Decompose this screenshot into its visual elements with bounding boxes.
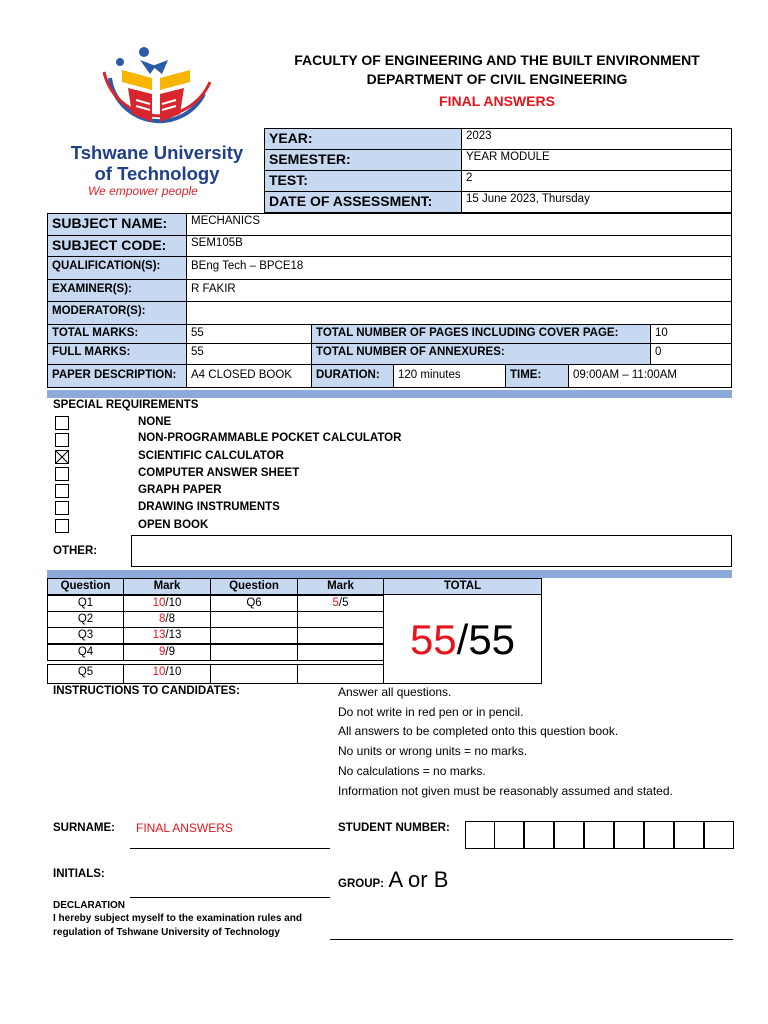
req-non-programmable-calculator: NON-PROGRAMMABLE POCKET CALCULATOR xyxy=(138,432,402,444)
qualification-label: QUALIFICATION(S): xyxy=(47,256,187,280)
annexures-value: 0 xyxy=(650,343,732,365)
group-field xyxy=(338,867,448,893)
instruction-2: Do not write in red pen or in pencil. xyxy=(338,705,524,719)
declaration-title: DECLARATION xyxy=(53,900,126,911)
test-label: TEST: xyxy=(264,170,462,192)
full-marks-value: 55 xyxy=(186,343,312,365)
checkbox-scientific-calculator[interactable] xyxy=(55,450,69,464)
moderator-value xyxy=(186,301,732,325)
other-label: OTHER: xyxy=(53,545,98,557)
section-divider-2 xyxy=(47,570,732,578)
test-value: 2 xyxy=(461,170,732,192)
student-number-box[interactable] xyxy=(494,821,524,849)
student-number-box[interactable] xyxy=(674,821,704,849)
university-logo xyxy=(92,42,222,142)
date-value: 15 June 2023, Thursday xyxy=(461,191,732,213)
moderator-label: MODERATOR(S): xyxy=(47,301,187,325)
other-field[interactable] xyxy=(131,535,732,567)
paper-description-value: A4 CLOSED BOOK xyxy=(186,364,312,388)
req-computer-answer-sheet: COMPUTER ANSWER SHEET xyxy=(138,467,300,479)
paper-description-label: PAPER DESCRIPTION: xyxy=(47,364,187,388)
semester-value: YEAR MODULE xyxy=(461,149,732,171)
signature-line[interactable] xyxy=(330,939,733,940)
table-row-q5-mark: 10/10 xyxy=(123,664,211,684)
table-row-q5-question: Q5 xyxy=(47,664,124,684)
checkbox-open-book[interactable] xyxy=(55,519,69,533)
instruction-3: All answers to be completed onto this question book. xyxy=(338,724,619,738)
table-row-empty xyxy=(210,611,298,628)
student-number-box[interactable] xyxy=(524,821,554,849)
examiner-value: R FAKIR xyxy=(186,279,732,302)
duration-label: DURATION: xyxy=(311,364,394,388)
checked-cross-icon xyxy=(56,451,68,463)
table-row-empty xyxy=(297,611,384,628)
initials-line[interactable] xyxy=(130,897,330,898)
col-mark-1: Mark xyxy=(123,578,211,595)
instruction-5: No calculations = no marks. xyxy=(338,764,486,778)
initials-label: INITIALS: xyxy=(53,868,105,880)
subject-name-value: MECHANICS xyxy=(186,213,732,236)
total-marks-value: 55 xyxy=(186,324,312,344)
surname-label: SURNAME: xyxy=(53,822,115,834)
faculty-title: FACULTY OF ENGINEERING AND THE BUILT ENVIRONMENT xyxy=(294,52,700,68)
checkbox-graph-paper[interactable] xyxy=(55,484,69,498)
final-answers-title: FINAL ANSWERS xyxy=(439,93,555,109)
instruction-6: Information not given must be reasonably assumed and stated. xyxy=(338,784,673,798)
university-name-line2: of Technology xyxy=(94,163,220,184)
university-name-line1: Tshwane University xyxy=(70,142,244,163)
group-value: A or B xyxy=(388,867,449,892)
total-marks-label: TOTAL MARKS: xyxy=(47,324,187,344)
section-divider xyxy=(47,390,732,398)
table-row-empty xyxy=(297,627,384,644)
duration-value: 120 minutes xyxy=(393,364,506,388)
time-label: TIME: xyxy=(505,364,569,388)
university-tagline: We empower people xyxy=(88,184,198,198)
declaration-line-1: I hereby subject myself to the examination rules and xyxy=(53,913,302,924)
subject-code-label: SUBJECT CODE: xyxy=(47,235,187,257)
req-scientific-calculator: SCIENTIFIC CALCULATOR xyxy=(138,450,284,462)
qualification-value: BEng Tech – BPCE18 xyxy=(186,256,732,280)
student-number-box[interactable] xyxy=(554,821,584,849)
subject-code-value: SEM105B xyxy=(186,235,732,257)
checkbox-computer-answer-sheet[interactable] xyxy=(55,467,69,481)
checkbox-none[interactable] xyxy=(55,416,69,430)
department-title: DEPARTMENT OF CIVIL ENGINEERING xyxy=(366,71,628,87)
total-score: 55/55 xyxy=(383,594,542,684)
group-label: GROUP: xyxy=(338,878,384,890)
table-row-q2-mark: 8/8 xyxy=(123,611,211,628)
table-row-q2-question: Q2 xyxy=(47,611,124,628)
special-requirements-title: SPECIAL REQUIREMENTS xyxy=(53,399,199,411)
instruction-1: Answer all questions. xyxy=(338,685,452,699)
subject-name-label: SUBJECT NAME: xyxy=(47,213,187,236)
instructions-label: INSTRUCTIONS TO CANDIDATES: xyxy=(53,685,240,697)
student-number-box[interactable] xyxy=(644,821,674,849)
year-value: 2023 xyxy=(461,128,732,150)
full-marks-label: FULL MARKS: xyxy=(47,343,187,365)
req-none: NONE xyxy=(138,416,172,428)
table-row-q1-mark: 10/10 xyxy=(123,595,211,612)
date-label: DATE OF ASSESSMENT: xyxy=(264,191,462,213)
surname-line xyxy=(130,848,330,849)
req-drawing-instruments: DRAWING INSTRUMENTS xyxy=(138,501,280,513)
student-number-box[interactable] xyxy=(584,821,614,849)
col-total: TOTAL xyxy=(383,578,542,595)
table-row-q6-question: Q6 xyxy=(210,595,298,612)
year-label: YEAR: xyxy=(264,128,462,150)
table-row-q3-question: Q3 xyxy=(47,627,124,644)
checkbox-drawing-instruments[interactable] xyxy=(55,501,69,515)
total-pages-value: 10 xyxy=(650,324,732,344)
student-number-box[interactable] xyxy=(614,821,644,849)
col-mark-2: Mark xyxy=(297,578,384,595)
req-open-book: OPEN BOOK xyxy=(138,519,209,531)
student-number-box[interactable] xyxy=(465,821,495,849)
table-row-empty xyxy=(210,627,298,644)
table-row-q4-question: Q4 xyxy=(47,644,124,661)
col-question-1: Question xyxy=(47,578,124,595)
req-graph-paper: GRAPH PAPER xyxy=(138,484,222,496)
table-row-q4-mark: 9/9 xyxy=(123,644,211,661)
instruction-4: No units or wrong units = no marks. xyxy=(338,744,528,758)
total-pages-label: TOTAL NUMBER OF PAGES INCLUDING COVER PAGE: xyxy=(311,324,651,344)
table-row-q3-mark: 13/13 xyxy=(123,627,211,644)
table-row-q6-mark: 5/5 xyxy=(297,595,384,612)
student-number-box[interactable] xyxy=(704,821,734,849)
checkbox-non-programmable-calculator[interactable] xyxy=(55,433,69,447)
declaration-line-2: regulation of Tshwane University of Technology xyxy=(53,927,280,938)
table-row-empty xyxy=(297,664,384,684)
col-question-2: Question xyxy=(210,578,298,595)
examiner-label: EXAMINER(S): xyxy=(47,279,187,302)
table-row-empty xyxy=(210,644,298,661)
table-row-empty xyxy=(297,644,384,661)
semester-label: SEMESTER: xyxy=(264,149,462,171)
annexures-label: TOTAL NUMBER OF ANNEXURES: xyxy=(311,343,651,365)
surname-value[interactable]: FINAL ANSWERS xyxy=(136,821,233,835)
table-row-q1-question: Q1 xyxy=(47,595,124,612)
time-value: 09:00AM – 11:00AM xyxy=(568,364,732,388)
table-row-empty xyxy=(210,664,298,684)
student-number-label: STUDENT NUMBER: xyxy=(338,822,450,834)
